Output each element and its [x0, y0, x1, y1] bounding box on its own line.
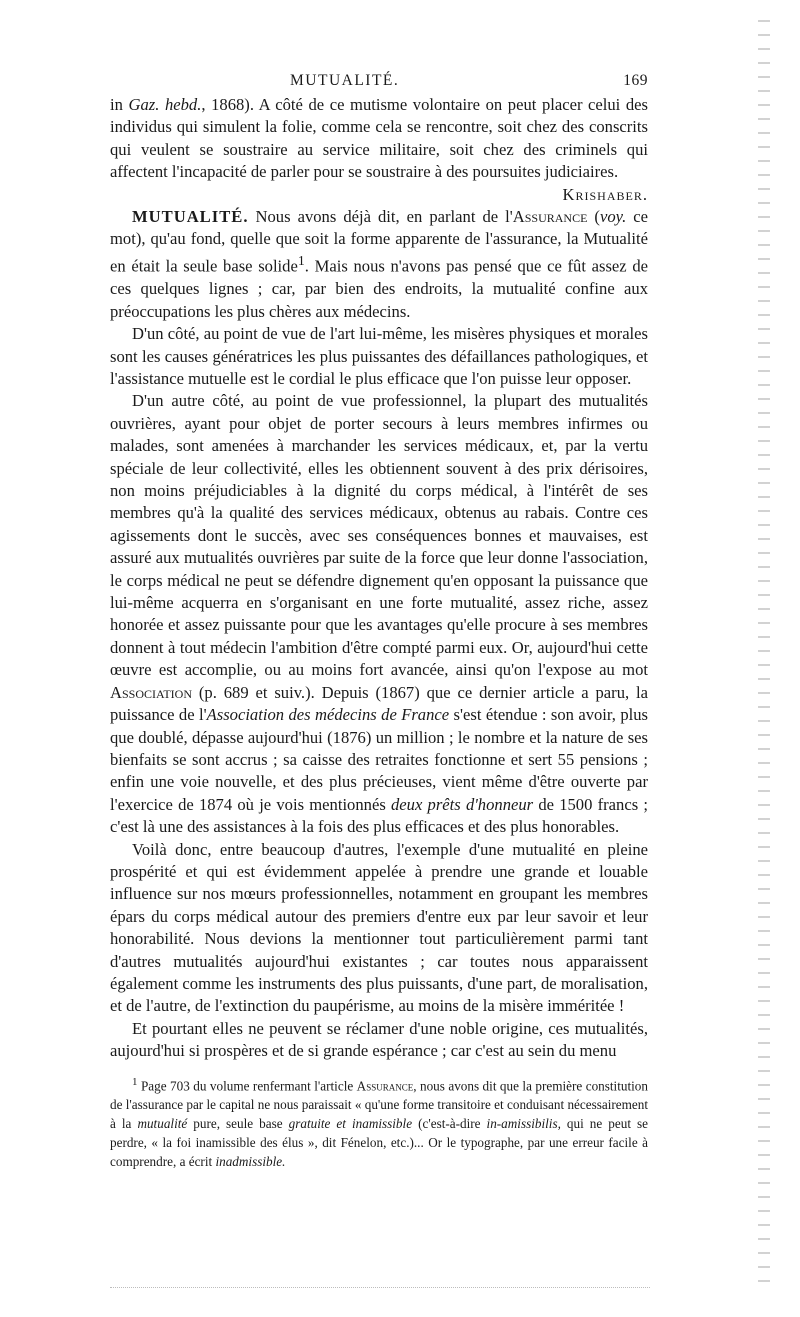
- footnote-number: 1: [132, 1075, 138, 1088]
- voy-abbreviation: voy.: [599, 206, 627, 226]
- prets-d-honneur: deux prêts d'honneur: [391, 794, 534, 814]
- footnote-text-e: qui ne peut se perdre, « la foi inamissible des élus », dit Fénelon, etc.)... Or le typographe, par une erreur facile à comprendre, a écrit: [110, 1115, 649, 1169]
- footnote-inamissibilis: in-amissibilis,: [486, 1115, 561, 1131]
- entry-paragraph-2: D'un côté, au point de vue de l'art lui-même, les misères physiques et morales sont les causes génératrices les plus puissantes des défaillances pathologiques, et l'assistance mutuelle est le cordial le plus efficace que l'on puisse leur opposer.: [110, 324, 648, 388]
- bottom-dotted-rule: [110, 1287, 650, 1288]
- entry-p1-a: Nous avons déjà dit, en parlant de l': [248, 206, 513, 226]
- cross-reference-association: Association: [110, 682, 192, 702]
- source-abbreviation: Gaz. hebd.: [128, 95, 202, 114]
- association-name: Association des médecins de France: [206, 705, 450, 725]
- entry-p3-a: D'un autre côté, au point de vue professionnel, la plupart des mutualités ouvrières, ayant pour objet de porter secours à leurs membres infirmes ou malades, sont amenées à marchander les services médicaux, et, par la vertu spéciale de leur collectivité, elles les obtiennent souvent à des prix dérisoires, non moins préjudiciables à la dignité du corps médical, à l'intérêt de ses membres qu'à la qualité des services médicaux, obtenus au rabais. Contre ces agissements dont le succès, avec ses conséquences bonnes et mauvaises, est assuré aux mutualités ouvrières par suite de la force que leur donne l'association, le corps médical ne peut se défendre dignement qu'en opposant la puissance que lui-même acquerra en s'organisant en une forte mutualité, assez riche, assez honorée et assez puissante pour que les avantages qu'elle procure à ses membres donnent à tout médecin l'ambition d'être compté parmi eux. Or, aujourd'hui cette œuvre est accomplie, ou au moins fort avancée, ainsi qu'on l'expose au mot: [110, 391, 648, 680]
- article-body: [110, 94, 648, 1063]
- footnote-1: [110, 1073, 648, 1171]
- entry-paragraph-5: Et pourtant elles ne peuvent se réclamer d'une noble origine, ces mutualités, aujourd'hui si prospères et de si grande espérance ; car c'est au sein du menu: [110, 1018, 648, 1061]
- entry-p1-b: (: [587, 206, 600, 226]
- cross-reference-assurance: Assurance: [512, 206, 588, 226]
- footnote-text-c: pure, seule base: [187, 1115, 289, 1131]
- running-head-title: MUTUALITÉ.: [290, 72, 400, 89]
- page-number: 169: [623, 72, 648, 89]
- footnote-text-d: (c'est-à-dire: [412, 1115, 487, 1131]
- running-head: [110, 70, 648, 94]
- footnote-text-b: , nous avons dit que la première constitution de l'assurance par le capital ne nous paraissait « qu'une forme transitoire et conduisant nécessairement à la: [110, 1077, 648, 1131]
- entry-paragraph-1: [110, 206, 648, 324]
- footnote-inadmissible: inadmissible.: [215, 1153, 286, 1169]
- continuation-prefix: in: [110, 95, 129, 114]
- footnote-gratuite: gratuite et inamissible: [288, 1115, 413, 1131]
- continuation-text: , 1868). A côté de ce mutisme volontaire on peut placer celui des individus qui simulent la folie, comme cela se rencontre, soit chez des conscrits qui veulent se soustraire au service militaire, soit chez des criminels qui affectent l'incapacité de parler pour se soustraire à des poursuites judiciaires.: [110, 95, 648, 182]
- footnote-mutualite: mutualité: [137, 1115, 188, 1131]
- book-page: [110, 70, 648, 1171]
- entry-headword: MUTUALITÉ.: [132, 206, 249, 226]
- footnote-ref-assurance: Assurance: [356, 1077, 414, 1093]
- entry-p1-d: . Mais nous n'avons pas pensé que ce fût assez de ces quelques lignes ; car, par bien des endroits, la mutualité confine aux préoccupations les plus chères aux médecins.: [110, 256, 648, 321]
- entry-p3-d: de 1500 francs ; c'est là une des assistances à la fois des plus efficaces et des plus honorables.: [110, 794, 648, 837]
- entry-p1-c: ce mot), qu'au fond, quelle que soit la forme apparente de l'assurance, la Mutualité en était la seule base solide: [110, 206, 648, 276]
- author-signature: Krishaber.: [562, 184, 648, 204]
- scan-edge-marks: [758, 20, 770, 1290]
- entry-p3-b: (p. 689 et suiv.). Depuis (1867) que ce dernier article a paru, la puissance de l': [110, 682, 648, 725]
- entry-paragraph-3: [110, 390, 648, 838]
- continuation-paragraph: [110, 94, 648, 184]
- entry-paragraph-4: Voilà donc, entre beaucoup d'autres, l'exemple d'une mutualité en pleine prospérité et qui est évidemment appelée à prendre une grande et louable influence sur nos mœurs professionnelles, notamment en groupant les membres épars du corps médical autour des premiers d'entre eux par leur savoir et leur honorabilité. Nous devions la mentionner tout particulièrement parmi tant d'autres mutualités aujourd'hui existantes ; car toutes nous apparaissent également comme les instruments des plus puissants, d'une part, de moralisation, et de l'autre, de l'extinction du paupérisme, au moins de la misère imméritée !: [110, 839, 648, 1016]
- entry-p3-c: s'est étendue : son avoir, plus que doublé, dépasse aujourd'hui (1876) un million ; le nombre et la nature de ses bienfaits se sont accrus ; sa caisse des retraites fonctionne et sert 55 pensions ; enfin une voie nouvelle, et des plus précieuses, vient même d'être ouverte par l'exercice de 1874 où je vois mentionnés: [110, 705, 648, 814]
- footnotes: [110, 1073, 648, 1171]
- footnote-marker: 1: [297, 253, 305, 269]
- footnote-text-a: Page 703 du volume renfermant l'article: [137, 1077, 357, 1093]
